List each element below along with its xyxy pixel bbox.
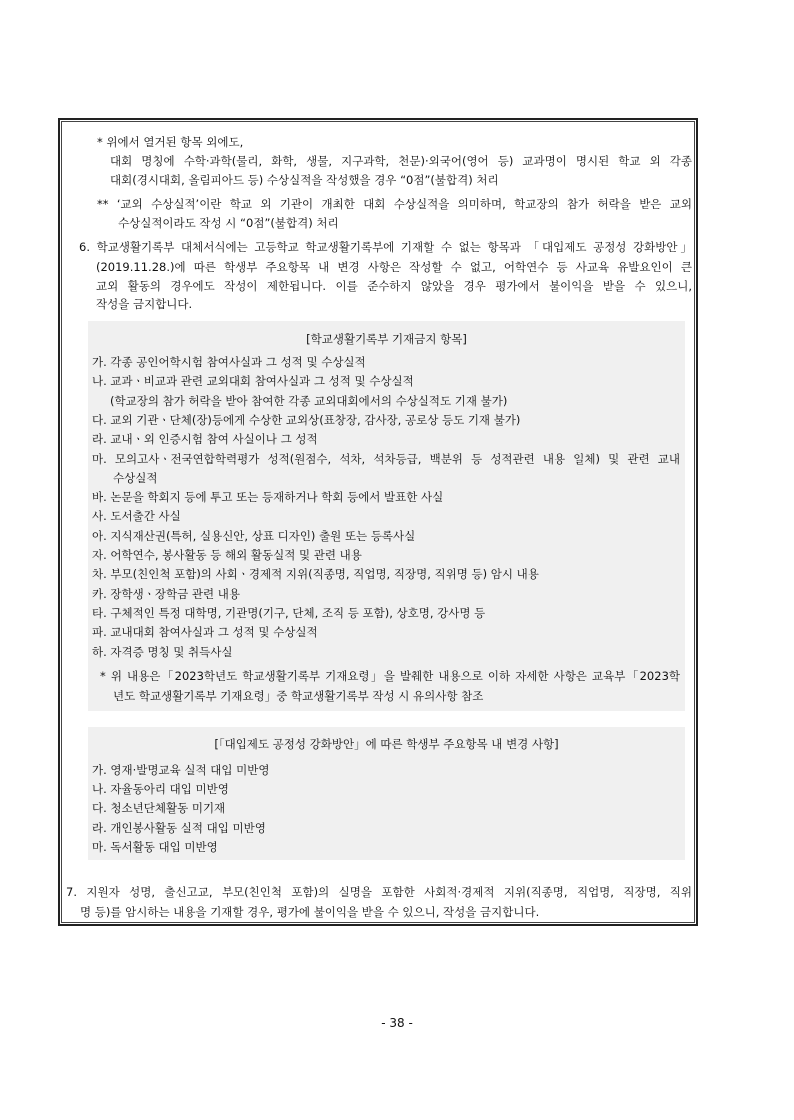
note-star-line: * 위에서 열거된 항목 외에도, (97, 135, 244, 149)
item6-line: (2019.11.28.)에 따른 학생부 주요항목 내 변경 사항은 작성할 수 없고, 어학연수 등 사교육 유발요인이 큰 (96, 260, 692, 274)
prohibited-item: 파. 교내대회 참여사실과 그 성적 및 수상실적 (92, 625, 318, 640)
prohibited-item: 자. 어학연수, 봉사활동 등 해외 활동실적 및 관련 내용 (92, 548, 362, 562)
page-number: - 38 - (381, 1016, 413, 1030)
prohibited-box-note: 년도 학교생활기록부 기재요령」중 학교생활기록부 작성 시 유의사항 참조 (113, 689, 484, 703)
prohibited-item: (학교장의 참가 허락을 받아 참여한 각종 교외대회에서의 수상실적도 기재 불가) (110, 393, 508, 408)
note-double-star-line: ** ‘교외 수상실적’이란 학교 외 기관이 개최한 대회 수상실적을 의미하며, 학교장의 참가 허락을 받은 교외 (97, 197, 692, 211)
change-item: 가. 영재·발명교육 실적 대입 미반영 (92, 763, 270, 777)
item7-line: 7. 지원자 성명, 출신고교, 부모(친인척 포함)의 실명을 포함한 사회적·경제적 지위(직종명, 직업명, 직장명, 직위 (66, 885, 692, 899)
prohibited-item: 가. 각종 공인어학시험 참여사실과 그 성적 및 수상실적 (92, 355, 366, 369)
change-item: 다. 청소년단체활동 미기재 (92, 801, 226, 816)
prohibited-item: 다. 교외 기관ㆍ단체(장)등에게 수상한 교외상(표창장, 감사장, 공로상 등도 기재 불가) (92, 412, 521, 427)
change-item: 나. 자율동아리 대입 미반영 (92, 782, 229, 797)
prohibited-item: 하. 자격증 명칭 및 취득사실 (92, 644, 233, 659)
prohibited-item: 사. 도서출간 사실 (92, 509, 181, 524)
prohibited-item: 바. 논문을 학회지 등에 투고 또는 등재하거나 학회 등에서 발표한 사실 (92, 490, 444, 505)
prohibited-item: 마. 모의고사ㆍ전국연합학력평가 성적(원점수, 석차, 석차등급, 백분위 등 성적관련 내용 일체) 및 관련 교내 (92, 451, 680, 466)
item6-line: 6. 학교생활기록부 대체서식에는 고등학교 학교생활기록부에 기재할 수 없는 항목과 「대입제도 공정성 강화방안」 (79, 240, 692, 254)
prohibited-item: 라. 교내ㆍ외 인증시험 참여 사실이나 그 성적 (92, 432, 318, 447)
changes-box-title: [「대입제도 공정성 강화방안」에 따른 학생부 주요항목 내 변경 사항] (214, 737, 559, 751)
note-star-line: 대회(경시대회, 올림피아드 등) 수상실적을 작성했을 경우 “0점”(불합격) 처리 (110, 173, 499, 187)
change-item: 마. 독서활동 대입 미반영 (92, 839, 218, 854)
prohibited-item: 카. 장학생ㆍ장학금 관련 내용 (92, 586, 240, 601)
prohibited-item: 수상실적 (113, 470, 158, 485)
note-star-line: 대회 명칭에 수학·과학(물리, 화학, 생물, 지구과학, 천문)·외국어(영어 등) 교과명이 명시된 학교 외 각종 (110, 154, 692, 168)
change-item: 라. 개인봉사활동 실적 대입 미반영 (92, 820, 266, 835)
prohibited-item: 나. 교과ㆍ비교과 관련 교외대회 참여사실과 그 성적 및 수상실적 (92, 374, 414, 389)
prohibited-item: 타. 구체적인 특정 대학명, 기관명(기구, 단체, 조직 등 포함), 상호명, 강사명 등 (92, 605, 486, 620)
note-double-star-line: 수상실적이라도 작성 시 “0점”(불합격) 처리 (118, 216, 339, 230)
item6-line: 교외 활동의 경우에도 작성이 제한됩니다. 이를 준수하지 않았을 경우 평가에서 불이익을 받을 수 있으니, (96, 279, 692, 293)
prohibited-box-title: [학교생활기록부 기재금지 항목] (306, 332, 467, 346)
prohibited-item: 아. 지식재산권(특허, 실용신안, 상표 디자인) 출원 또는 등록사실 (92, 528, 416, 543)
item7-line: 명 등)를 암시하는 내용을 기재할 경우, 평가에 불이익을 받을 수 있으니, 작성을 금지합니다. (80, 905, 540, 919)
item6-line: 작성을 금지합니다. (96, 297, 193, 311)
prohibited-item: 차. 부모(친인척 포함)의 사회ㆍ경제적 지위(직종명, 직업명, 직장명, 직위명 등) 암시 내용 (92, 567, 539, 582)
prohibited-box-note: * 위 내용은「2023학년도 학교생활기록부 기재요령」을 발췌한 내용으로 이하 자세한 사항은 교육부「2023학 (100, 669, 680, 683)
